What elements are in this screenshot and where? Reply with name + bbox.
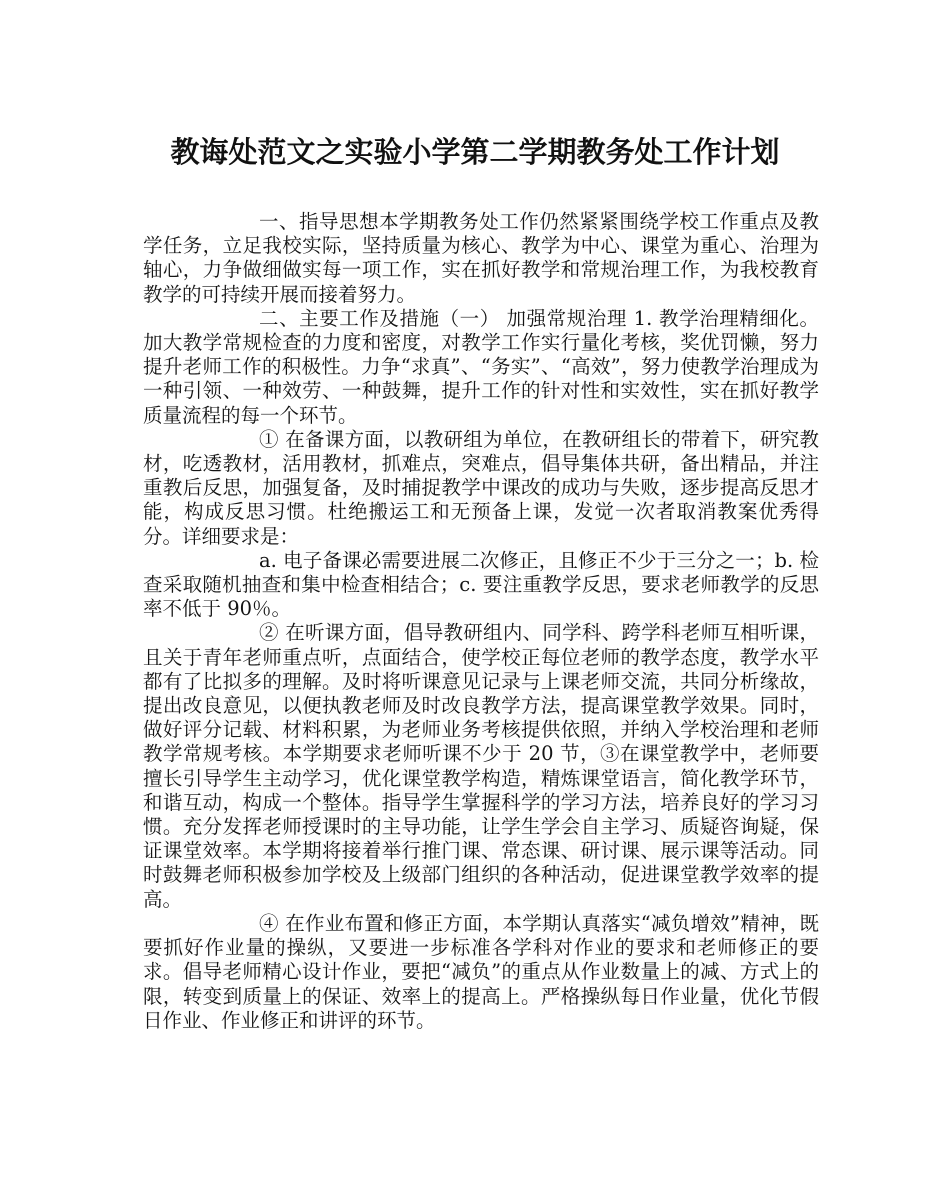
paragraph-homework: ④ 在作业布置和修正方面，本学期认真落实“减负增效”精神，既要抓好作业量的操纵，又要进一步标准各学科对作业的要求和老师修正的要求。倡导老师精心设计作业，要把“减负”的重点从作业数量上的减、方式上的限，转变到质量上的保证、效率上的提高上。严格操纵每日作业量，优化节假日作业、作业修正和讲评的环节。 [143, 911, 819, 1032]
paragraph-main-measures: 二、主要工作及措施（一） 加强常规治理 1. 教学治理精细化。加大教学常规检查的力度和密度，对教学工作实行量化考核，奖优罚懒，努力提升老师工作的积极性。力争“求真”、“务实”、“高效”，努力使教学治理成为一种引领、一种效劳、一种鼓舞，提升工作的针对性和实效性，实在抓好教学质量流程的每一个环节。 [143, 306, 819, 427]
paragraph-guiding-ideology: 一、指导思想本学期教务处工作仍然紧紧围绕学校工作重点及教学任务，立足我校实际，坚持质量为核心、教学为中心、课堂为重心、治理为轴心，力争做细做实每一项工作，实在抓好教学和常规治理工作，为我校教育教学的可持续开展而接着努力。 [143, 210, 819, 306]
paragraph-lesson-observation: ② 在听课方面，倡导教研组内、同学科、跨学科老师互相听课，且关于青年老师重点听，点面结合，使学校正每位老师的教学态度，教学水平都有了比拟多的理解。及时将听课意见记录与上课老师交流，共同分析缘故，提出改良意见，以便执教老师及时改良教学方法，提高课堂教学效果。同时，做好评分记载、材料积累，为老师业务考核提供依照，并纳入学校治理和老师教学常规考核。本学期要求老师听课不少于 20 节，③在课堂教学中，老师要擅长引导学生主动学习，优化课堂教学构造，精炼课堂语言，简化教学环节，和谐互动，构成一个整体。指导学生掌握科学的学习方法，培养良好的学习习惯。充分发挥老师授课时的主导功能，让学生学会自主学习、质疑咨询疑，保证课堂效率。本学期将接着举行推门课、常态课、研讨课、展示课等活动。同时鼓舞老师积极参加学校及上级部门组织的各种活动，促进课堂教学效率的提高。 [143, 621, 819, 911]
paragraph-lesson-preparation: ① 在备课方面，以教研组为单位，在教研组长的带着下，研究教材，吃透教材，活用教材，抓难点，突难点，倡导集体共研，备出精品，并注重教后反思，加强复备，及时捕捉教学中课改的成功与失败，逐步提高反思才能，构成反思习惯。杜绝搬运工和无预备上课，发觉一次者取消教案优秀得分。详细要求是： [143, 427, 819, 548]
document-title: 教诲处范文之实验小学第二学期教务处工作计划 [170, 135, 780, 169]
document-body [143, 210, 819, 1033]
paragraph-preparation-requirements: a. 电子备课必需要进展二次修正，且修正不少于三分之一；b. 检查采取随机抽查和集中检查相结合；c. 要注重教学反思，要求老师教学的反思率不低于 90％。 [143, 548, 819, 621]
